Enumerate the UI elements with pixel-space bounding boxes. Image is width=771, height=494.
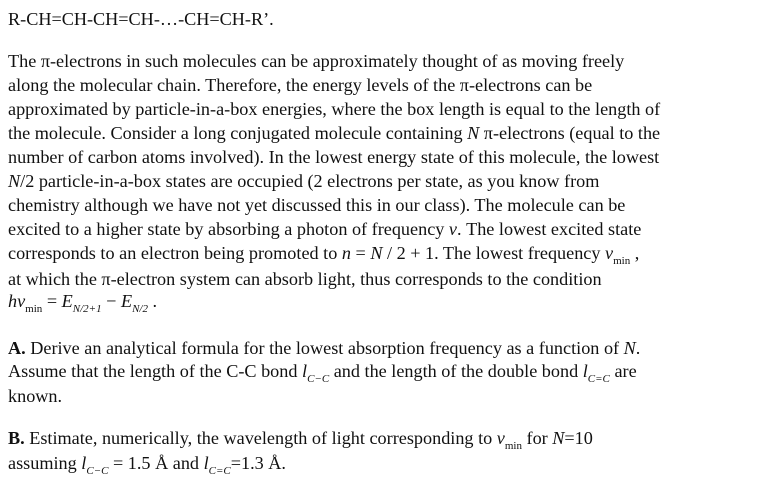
subscript-level: N/2 [132, 303, 148, 315]
text-span: =10 [564, 428, 593, 448]
symbol-E: E [120, 291, 133, 311]
subscript-level: N/2+1 [72, 303, 102, 315]
symbol-N: N [467, 123, 480, 143]
text-span: / 2 + 1 [382, 243, 435, 263]
text-span: . The lowest frequency [434, 243, 606, 263]
symbol-nu: ν [605, 243, 614, 263]
text-span: assuming [8, 453, 82, 473]
symbol-N: N [8, 171, 21, 191]
symbol-h: h [8, 291, 18, 311]
symbol-E: E [61, 291, 73, 311]
subscript-bond: C−C [307, 373, 330, 385]
text-span: . The lowest excited state [456, 219, 642, 239]
text-span: corresponds to an electron being promoted to [8, 243, 342, 263]
energy-equation [8, 290, 157, 315]
symbol-nu: ν [448, 219, 457, 239]
text-span: and the length of the double bond [329, 361, 583, 381]
text-span: /2 particle-in-a-box states are occupied (2 electrons per state, as you know from [20, 171, 600, 191]
symbol-l: l [81, 453, 87, 473]
symbol-N: N [552, 428, 565, 448]
minus-sign: − [101, 291, 121, 311]
text-span: . [148, 291, 158, 311]
molecule-formula: R-CH=CH-CH=CH-…-CH=CH-R’. [8, 9, 274, 29]
symbol-nu: ν [17, 291, 26, 311]
text-span: the molecule. Consider a long conjugated molecule containing [8, 123, 468, 143]
subscript-min: min [613, 255, 631, 267]
symbol-l: l [203, 453, 209, 473]
subscript-min: min [504, 440, 522, 452]
paragraph-line: known. [8, 386, 63, 406]
text-span: excited to a higher state by absorbing a photon of frequency [8, 219, 449, 239]
part-label: B. [8, 428, 25, 448]
paragraph-line [8, 242, 639, 267]
paragraph-line [8, 427, 593, 452]
paragraph-line [8, 337, 640, 359]
text-span: for [521, 428, 553, 448]
equals-sign: = [42, 291, 62, 311]
symbol-l: l [302, 361, 308, 381]
text-span: Estimate, numerically, the wavelength of light corresponding to [24, 428, 497, 448]
symbol-n: n [341, 243, 351, 263]
symbol-N: N [623, 338, 636, 358]
paragraph-line [8, 170, 599, 192]
paragraph-line [8, 452, 286, 477]
part-label: A. [8, 338, 26, 358]
text-span: π-electrons (equal to the [479, 123, 661, 143]
paragraph-line [8, 122, 660, 144]
text-span: are [609, 361, 637, 381]
symbol-l: l [582, 361, 588, 381]
subscript-bond: C=C [208, 465, 231, 477]
subscript-bond: C−C [86, 465, 109, 477]
paragraph-line: chemistry although we have not yet discussed this in our class). The molecule can be [8, 195, 626, 215]
text-span: Assume that the length of the C-C bond [8, 361, 302, 381]
paragraph-line: number of carbon atoms involved). In the lowest energy state of this molecule, the lowest [8, 147, 660, 167]
paragraph-line: approximated by particle-in-a-box energies, where the box length is equal to the length of [8, 99, 661, 119]
paragraph-line [8, 360, 637, 385]
text-span: , [630, 243, 640, 263]
symbol-nu: ν [496, 428, 505, 448]
paragraph-line: along the molecular chain. Therefore, the energy levels of the π-electrons can be [8, 75, 593, 95]
subscript-min: min [25, 303, 43, 315]
subscript-bond: C=C [587, 373, 610, 385]
paragraph-line: at which the π-electron system can absorb light, thus corresponds to the condition [8, 269, 602, 289]
equals-sign: = [350, 243, 371, 263]
paragraph-line [8, 218, 641, 240]
text-span: Derive an analytical formula for the lowest absorption frequency as a function of [25, 338, 624, 358]
text-span: = 1.5 Å and [108, 453, 204, 473]
text-span: =1.3 Å. [230, 453, 286, 473]
symbol-N: N [370, 243, 383, 263]
text-span: . [635, 338, 641, 358]
paragraph-line: The π-electrons in such molecules can be approximately thought of as moving freely [8, 51, 625, 71]
